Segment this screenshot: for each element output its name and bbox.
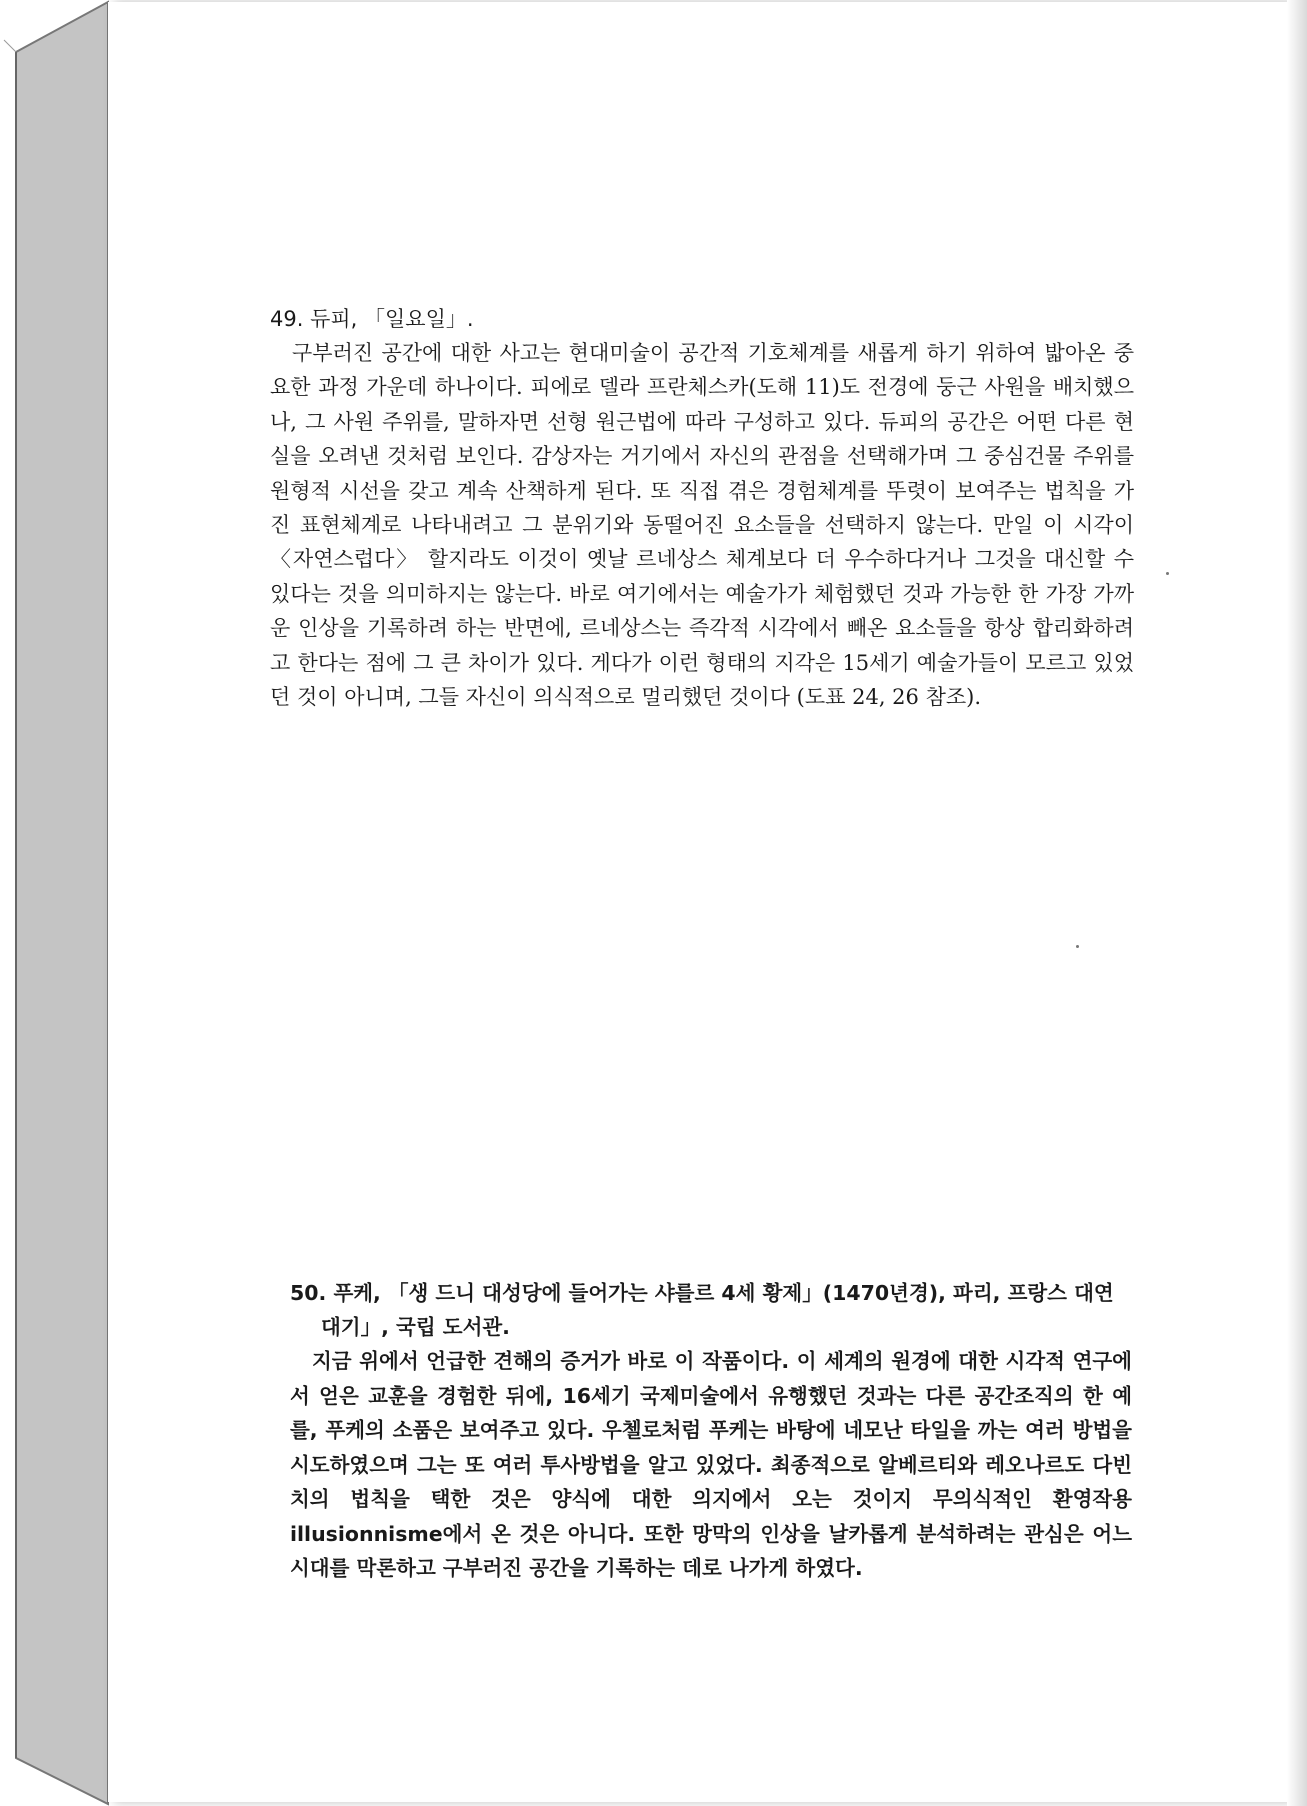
scan-speck bbox=[1076, 945, 1079, 948]
figure-caption-50: 50. 푸케, 「생 드니 대성당에 들어가는 샤를르 4세 황제」(1470년경), 파리, 프랑스 대연대기」, 국립 도서관. bbox=[290, 1281, 1114, 1339]
caption-block-49 bbox=[270, 302, 1134, 714]
scan-speck bbox=[1166, 572, 1169, 575]
figure-caption-49: 49. 듀피, 「일요일」. bbox=[270, 307, 474, 331]
caption-block-50 bbox=[290, 1276, 1132, 1586]
commentary-text-49: 구부러진 공간에 대한 사고는 현대미술이 공간적 기호체계를 새롭게 하기 위하여 밟아온 중요한 과정 가운데 하나이다. 피에로 델라 프란체스카(도해 11)도 전경에 둥근 사원을 배치했으나, 그 사원 주위를, 말하자면 선형 원근법에 따라 구성하고 있다. 듀피의 공간은 어떤 다른 현실을 오려낸 것처럼 보인다. 감상자는 거기에서 자신의 관점을 선택해가며 그 중심건물 주위를 원형적 시선을 갖고 계속 산책하게 된다. 또 직접 겪은 경험체계를 뚜렷이 보여주는 법칙을 가진 표현체계로 나타내려고 그 분위기와 동떨어진 요소들을 선택하지 않는다. 만일 이 시각이 〈자연스럽다〉 할지라도 이것이 옛날 르네상스 체계보다 더 우수하다거나 그것을 대신할 수 있다는 것을 의미하지는 않는다. 바로 여기에서는 예술가가 체험했던 것과 가능한 한 가장 가까운 인상을 기록하려 하는 반면에, 르네상스는 즉각적 시각에서 빼온 요소들을 항상 합리화하려고 한다는 점에 그 큰 차이가 있다. 게다가 이런 형태의 지각은 15세기 예술가들이 모르고 있었던 것이 아니며, 그들 자신이 의식적으로 멀리했던 것이다 (도표 24, 26 참조). bbox=[270, 341, 1134, 710]
commentary-text-50: 지금 위에서 언급한 견해의 증거가 바로 이 작품이다. 이 세계의 원경에 대한 시각적 연구에서 얻은 교훈을 경험한 뒤에, 16세기 국제미술에서 유행했던 것과는 다른 공간조직의 한 예를, 푸케의 소품은 보여주고 있다. 우첼로처럼 푸케는 바탕에 네모난 타일을 까는 여러 방법을 시도하였으며 그는 또 여러 투사방법을 알고 있었다. 최종적으로 알베르티와 레오나르도 다빈치의 법칙을 택한 것은 양식에 대한 의지에서 오는 것이지 무의식적인 환영작용illusionnisme에서 온 것은 아니다. 또한 망막의 인상을 날카롭게 분석하려는 관심은 어느 시대를 막론하고 구부러진 공간을 기록하는 데로 나가게 하였다. bbox=[290, 1349, 1132, 1580]
page-edge-shadow bbox=[1287, 0, 1307, 1806]
